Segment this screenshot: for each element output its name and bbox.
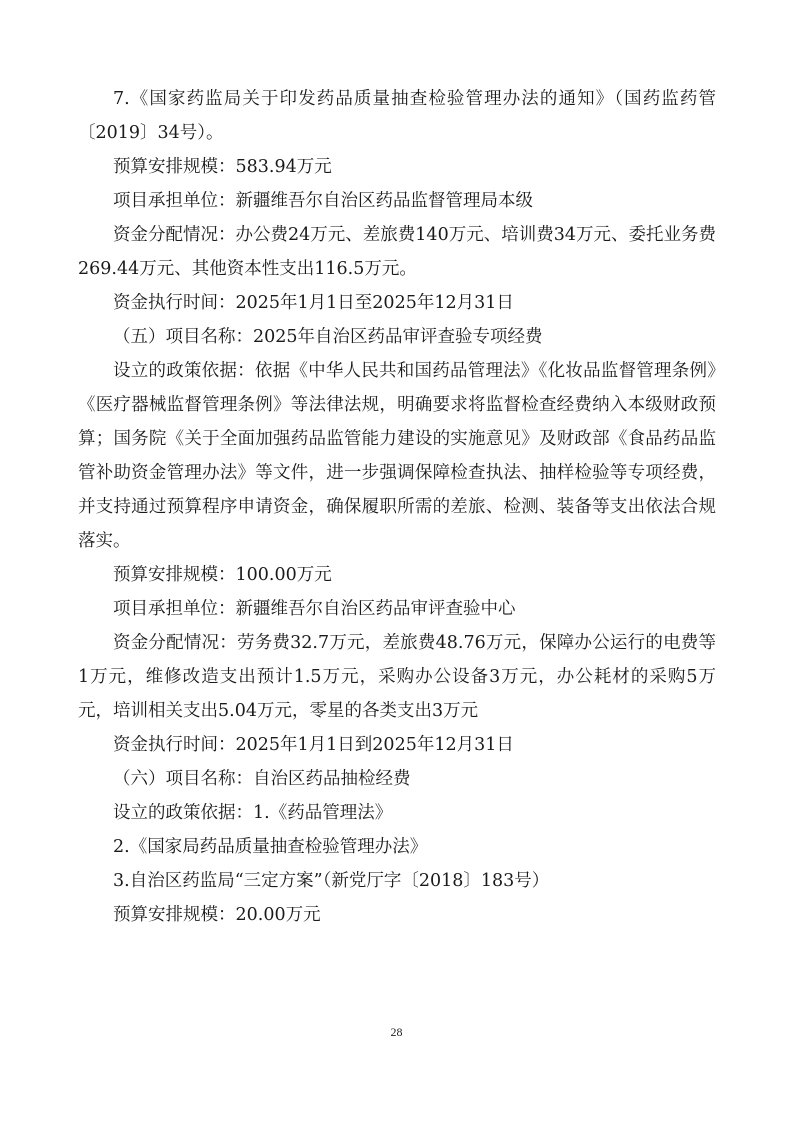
document-body (78, 82, 716, 932)
paragraph-budget-scale: 预算安排规模：20.00万元 (113, 905, 321, 925)
page-number: 28 (390, 1025, 403, 1039)
section-heading-6: （六）项目名称：自治区药品抽检经费 (113, 769, 411, 789)
paragraph-budget-scale: 预算安排规模：583.94万元 (113, 157, 332, 177)
paragraph-responsible-unit: 项目承担单位：新疆维吾尔自治区药品审评查验中心 (113, 599, 516, 619)
paragraph-policy-basis: 设立的政策依据：依据《中华人民共和国药品管理法》《化妆品监督管理条例》《医疗器械监督管理条例》等法律法规，明确要求将监督检查经费纳入本级财政预算；国务院《关于全面加强药品监管能力建设的实施意见》及财政部《食品药品监管补助资金管理办法》等文件，进一步强调保障检查执法、抽样检验等专项经费，并支持通过预算程序申请资金，确保履职所需的差旅、检测、装备等支出依法合规落实。 (78, 361, 716, 551)
section-heading-5: （五）项目名称：2025年自治区药品审评查验专项经费 (113, 327, 543, 347)
paragraph-fund-allocation: 资金分配情况：办公费24万元、差旅费140万元、培训费34万元、委托业务费269.44万元、其他资本性支出116.5万元。 (78, 225, 716, 279)
paragraph-policy-item-2: 2.《国家局药品质量抽查检验管理办法》 (113, 837, 428, 857)
paragraph-execution-time: 资金执行时间：2025年1月1日到2025年12月31日 (113, 735, 514, 755)
paragraph-policy-item-3: 3.自治区药监局“三定方案”（新党厅字〔2018〕183号） (113, 871, 550, 891)
paragraph-responsible-unit: 项目承担单位：新疆维吾尔自治区药品监督管理局本级 (113, 191, 533, 211)
paragraph-budget-scale: 预算安排规模：100.00万元 (113, 565, 332, 585)
paragraph-execution-time: 资金执行时间：2025年1月1日至2025年12月31日 (113, 293, 514, 313)
paragraph-fund-allocation: 资金分配情况：劳务费32.7万元，差旅费48.76万元，保障办公运行的电费等1万元，维修改造支出预计1.5万元，采购办公设备3万元，办公耗材的采购5万元，培训相关支出5.04万元，零星的各类支出3万元 (78, 633, 716, 721)
paragraph-policy-basis: 设立的政策依据：1.《药品管理法》 (113, 803, 393, 823)
paragraph-regulation-7: 7.《国家药监局关于印发药品质量抽查检验管理办法的通知》（国药监药管〔2019〕34号）。 (78, 89, 716, 143)
